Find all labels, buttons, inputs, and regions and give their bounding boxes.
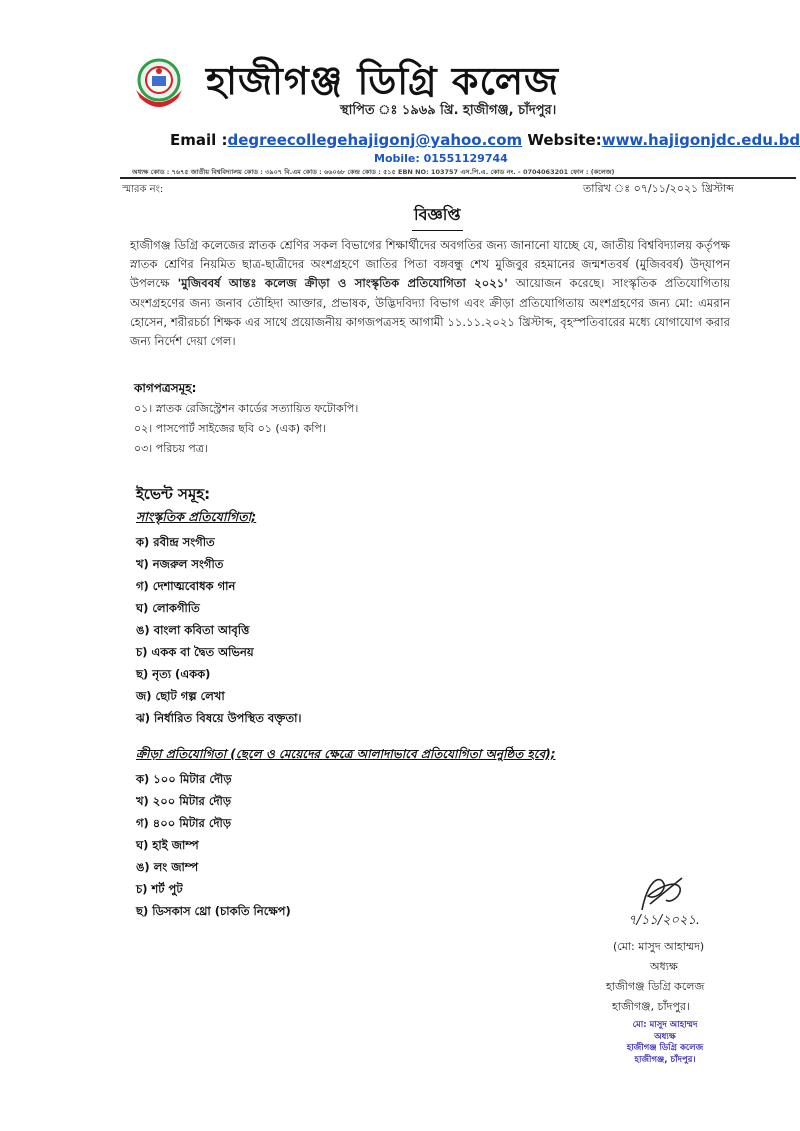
sports-event-item: খ) ২০০ মিটার দৌড় xyxy=(136,794,232,808)
official-stamp xyxy=(600,1020,730,1066)
cultural-event-item: চ) একক বা দ্বৈত অভিনয় xyxy=(136,645,254,659)
established-line: স্থাপিত ঃ ১৯৬৯ খ্রি. হাজীগঞ্জ, চাঁদপুর। xyxy=(340,103,557,118)
document-item: ০২। পাসপোর্ট সাইজের ছবি ০১ (এক) কপি। xyxy=(134,422,326,435)
cultural-event-item: ঘ) লোকগীতি xyxy=(136,601,200,615)
contact-line xyxy=(170,131,800,149)
cultural-event-item: গ) দেশাত্মবোধক গান xyxy=(136,579,236,593)
stamp-line: হাজীগঞ্জ, চাঁদপুর। xyxy=(634,1054,696,1065)
document-item: ০১। স্নাতক রেজিস্ট্রেশন কার্ডের সত্যায়িত ফটোকপি। xyxy=(134,402,359,415)
email-link[interactable]: degreecollegehajigonj@yahoo.com xyxy=(227,131,523,149)
cultural-event-item: খ) নজরুল সংগীত xyxy=(136,557,224,571)
cultural-event-item: ছ) নৃত্য (একক) xyxy=(136,667,211,681)
college-name: হাজীগঞ্জ ডিগ্রি কলেজ xyxy=(206,59,560,103)
sports-event-item: ছ) ডিসকাস থ্রো (চাকতি নিক্ষেপ) xyxy=(136,904,291,918)
stamp-line: অধ্যক্ষ xyxy=(654,1031,676,1042)
competition-name: 'মুজিববর্ষ আন্তঃ কলেজ ক্রীড়া ও সাংস্কৃতিক প্রতিযোগিতা ২০২১' xyxy=(177,276,508,291)
events-heading: ইভেন্ট সমূহ: xyxy=(136,485,211,503)
cultural-event-item: ঝ) নির্ধারিত বিষয়ে উপস্থিত বক্তৃতা। xyxy=(136,711,302,725)
institution-codes: অধ্যক্ষ কোড : ৭৬৭৫ জাতীয় বিশ্ববিদ্যালয় কোড : ৩৯০৭ বি.এম কোড : ৬৬০৬৮ কেন্দ্র কোড : ৫১৫ EBN NO: 103757 এস.পি.এ. কোড নং. - 0704063201 ফোন : (কলেজ) xyxy=(132,168,615,176)
website-label: Website: xyxy=(527,131,602,149)
signatory-title: অধ্যক্ষ xyxy=(650,960,678,973)
cultural-event-item: জ) ছোট গল্প লেখা xyxy=(136,689,225,703)
college-crest-icon xyxy=(128,54,190,112)
stamp-line: হাজীগঞ্জ ডিগ্রি কলেজ xyxy=(626,1043,704,1053)
notice-body-part2: আয়োজন করেছে। সাংস্কৃতিক প্রতিযোগিতায় অংশগ্রহণের জন্য জনাব তৌহিদা আক্তার, প্রভাষক, উদ্ভিদবিদ্যা বিভাগ এবং ক্রীড়া প্রতিযোগিতায় অংশগ্রহণের জন্য মো: এমরান হোসেন, শরীরচর্চা শিক্ষক এর সাথে প্রয়োজনীয় কাগজপত্রসহ আগামী ১১.১১.২০২১ খ্রিস্টাব্দ, বৃহস্পতিবারের মধ্যে যোগাযোগ করার জন্য নির্দেশ দেয়া গেল। xyxy=(130,276,731,349)
signatory-name: (মো: মাসুদ আহাম্মদ) xyxy=(613,940,705,953)
cultural-event-item: ক) রবীন্দ্র সংগীত xyxy=(136,535,215,549)
document-item: ০৩। পরিচয় পত্র। xyxy=(134,442,208,455)
sports-event-item: ঙ) লং জাম্প xyxy=(136,860,199,874)
sports-event-item: ঘ) হাই জাম্প xyxy=(136,838,199,852)
memo-number-label: স্মারক নং: xyxy=(122,184,164,195)
signature-date: ৭/১১/২০২১. xyxy=(628,913,701,928)
stamp-line: মো: মাসুদ আহাম্মদ xyxy=(632,1020,698,1030)
notice-body-part1: হাজীগঞ্জ ডিগ্রি কলেজের স্নাতক শ্রেণির সকল বিভাগের শিক্ষার্থীদের অবগতির জন্য জানানো যাচ্ছে যে, জাতীয় বিশ্ববিদ্যালয় কর্তৃপক্ষ স্নাতক শ্রেণির নিয়মিত ছাত্র-ছাত্রীদের অংশগ্রহণে জাতির পিতা বঙ্গবন্ধু শেখ মুজিবুর রহমানের জন্মশতবর্ষ (মুজিববর্ষ) উদ্‌যাপন উপলক্ষে xyxy=(130,238,730,291)
website-link[interactable]: www.hajigonjdc.edu.bd xyxy=(601,131,800,149)
header-divider xyxy=(120,177,796,179)
signatory-college: হাজীগঞ্জ ডিগ্রি কলেজ xyxy=(606,980,705,993)
mobile-number: Mobile: 01551129744 xyxy=(374,152,508,165)
cultural-competition-heading: সাংস্কৃতিক প্রতিযোগিতা; xyxy=(136,509,257,524)
notice-title: বিজ্ঞপ্তি xyxy=(412,202,463,231)
notice-date: তারিখ ঃ ০৭/১১/২০২১ খ্রিস্টাব্দ xyxy=(583,182,734,195)
documents-heading: কাগপত্রসমূহ: xyxy=(134,381,197,395)
sports-event-item: চ) শর্ট পুট xyxy=(136,882,183,896)
cultural-event-item: ঙ) বাংলা কবিতা আবৃত্তি xyxy=(136,623,250,637)
signatory-location: হাজীগঞ্জ, চাঁদপুর। xyxy=(612,1000,690,1013)
sports-event-item: গ) ৪০০ মিটার দৌড় xyxy=(136,816,232,830)
sports-competition-heading: ক্রীড়া প্রতিযোগিতা (ছেলে ও মেয়েদের ক্ষেত্রে আলাদাভাবে প্রতিযোগিতা অনুষ্ঠিত হবে); xyxy=(136,747,556,761)
sports-event-item: ক) ১০০ মিটার দৌড় xyxy=(136,772,232,786)
email-label: Email : xyxy=(170,131,228,149)
notice-body xyxy=(130,236,730,351)
